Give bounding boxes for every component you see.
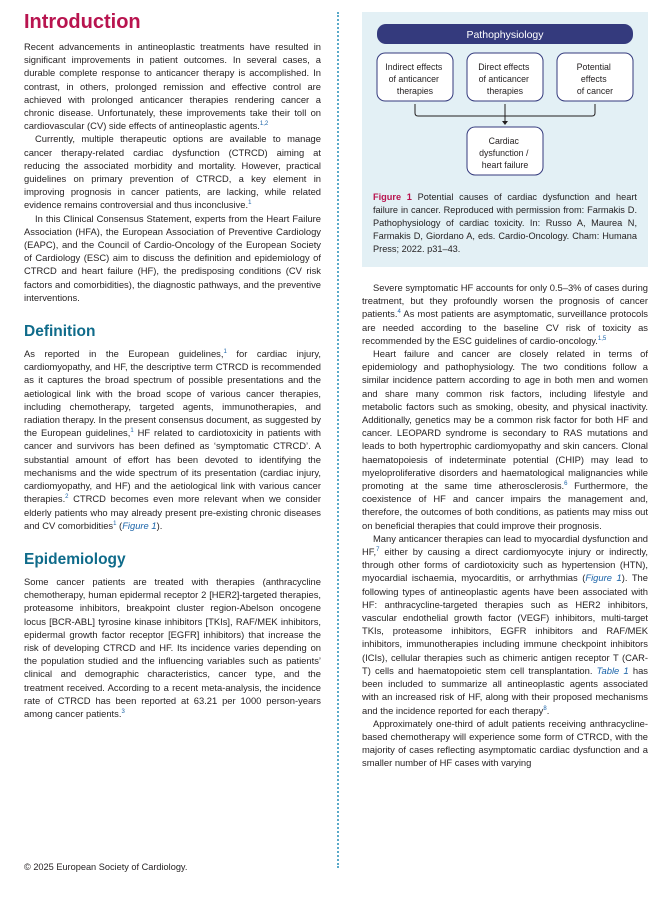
citation-link[interactable]: 1,5 [597, 335, 607, 342]
epidemiology-paragraph: Some cancer patients are treated with therapies (anthracycline chemotherapy, human epidermal receptor 2 [HER2]-targeted therapies, proteasome inhibitors, breakpoint cluster region-Abelson oncogene locus [BCR-ABL] tyrosine kinase inhibitors [TKIs], RAF/MEK inhibitors, epidermal growth factor receptor [EGFR] inhibitors) that increase the risk of developing CTRCD and HF. Its incidence varies depending on the population studied and the influencing variables such as patients’ clinical and demographic characteristics, cancer type, and the treatment received. According to a recent meta-analysis, the incidence rate of CTRCD has been reported at 63.21 per 1000 person-years among cancer patients.$^3$ [24, 575, 321, 719]
diagram-title: Pathophysiology [466, 29, 544, 41]
right-paragraph-4: Approximately one-third of adult patients receiving anthracycline-based chemotherapy will experience some form of CTRCD, with the majority of cases reflecting asymptomatic cardiac dysfunction and a smaller number of HF cases with varying [362, 717, 648, 769]
figure-caption: Figure 1 Potential causes of cardiac dysfunction and heart failure in cancer. Reproduced with permission from: Farmakis D. Pathophysiology of cardiac toxicity. In: Russo A, Maurea N, Farmakis D, Giordano A, eds. Cardio-Oncology. Cham: Humana Press; 2022. p31–43. [373, 192, 637, 254]
citation-link[interactable]: 2 [65, 494, 69, 501]
right-paragraph-1: Severe symptomatic HF accounts for only 0.5–3% of cases during treatment, but they profoundly worsen the prognosis of cancer patients.$^4$ As most patients are asymptomatic, surveillance protocols are needed according to the baseline CV risk of toxicity as recommended by the ESC guidelines of cardio-oncology.$^{1,5}$ [362, 282, 648, 346]
pathophysiology-diagram [373, 24, 637, 176]
figure-1-link[interactable]: Figure 1 [122, 519, 157, 531]
box-direct-line: Direct effects [478, 62, 530, 72]
right-column [362, 0, 648, 770]
right-paragraph-3: Many anticancer therapies can lead to myocardial dysfunction and HF,$^7$ either by causing a direct cardiomyocyte injury or indirectly, through other forms of cardiotoxicity such as hypertension (HTN), myocardial ischaemia, myocarditis, or arrhythmias (Figure 1). The following types of antineoplastic agents have been associated with HF: anthracycline-targeted therapies such as HER2 inhibitors, vascular endothelial growth factor (VEGF) inhibitors, multi-target TKIs, proteasome inhibitors, EGFR inhibitors and RAF/MEK inhibitors, immunotherapies including immune checkpoint inhibitors (ICIs), cellular therapies such as chimeric antigen receptor T (CAR-T) cells and haematopoietic stem cell transplantation. Table 1 has been included to summarize all antineoplastic agents associated with an increased risk of HF, along with their proposed mechanisms and the incidence reported for each therapy$^8$. [362, 532, 648, 716]
arrow-head-icon [502, 121, 508, 125]
box-direct-line: of anticancer [478, 74, 529, 84]
box-indirect-line: of anticancer [388, 74, 439, 84]
figure-1 [362, 12, 648, 267]
citation-link[interactable]: 6 [564, 481, 568, 488]
citation-link[interactable]: 1,2 [259, 121, 269, 128]
box-outcome-line: Cardiac [488, 136, 519, 146]
table-1-link[interactable]: Table 1 [596, 664, 629, 676]
citation-link[interactable]: 7 [376, 547, 380, 554]
intro-paragraph-1: Recent advancements in antineoplastic treatments have resulted in significant improvements in patient outcomes. In several cases, a durable complete response to anticancer therapy is accomplished. In contrast, in others, prolonged remission and effective control are achieved with prolonged anticancer therapies rendering cancer a chronic disease. Unfortunately, these improvements take their toll on cardiovascular (CV) side effects of antineoplastic agents.$^{1,2}$ [24, 41, 321, 132]
epidemiology-heading: Epidemiology [24, 550, 126, 568]
box-potential-line: of cancer [576, 86, 614, 96]
introduction-heading: Introduction [24, 11, 141, 33]
box-indirect-line: Indirect effects [385, 62, 443, 72]
citation-link[interactable]: 1 [248, 200, 252, 207]
column-divider [337, 12, 339, 868]
box-outcome-line: heart failure [481, 160, 529, 170]
citation-link[interactable]: 1 [130, 428, 134, 435]
box-outcome-line: dysfunction / [479, 148, 529, 158]
definition-heading: Definition [24, 323, 96, 341]
box-potential-line: Potential [576, 62, 611, 72]
citation-link[interactable]: 4 [397, 309, 401, 316]
citation-link[interactable]: 8 [543, 705, 547, 712]
svg-text:Potential effects [577, 62, 614, 96]
citation-link[interactable]: 1 [113, 520, 117, 527]
definition-paragraph: As reported in the European guidelines,$^1$ for cardiac injury, cardiomyopathy, and HF, the descriptive term CTRCD is recommended as it captures the broad spectrum of possible presentations and the aetiological link with the broad scope of various cancer therapies, including chemotherapy, targeted agents, immunotherapies, and radiation therapy. In the present consensus document, as suggested by the European guidelines,$^1$ HF related to cardiotoxicity in patients with cancer and survivors has been defined as ‘symptomatic CTRCD’. A substantial amount of effort has been devoted to identifying the mechanisms and the wide spectrum of its presentation (cardiac injury, cardiomyopathy, and HF) and the aetiological link with various cancer therapies.$^2$ CTRCD becomes even more relevant when we consider elderly patients who may already present pre-existing chronic diseases and CV comorbidities$^1$ (Figure 1). [24, 348, 322, 531]
box-indirect-line: therapies [396, 86, 434, 96]
box-potential-line: effects [580, 74, 607, 84]
citation-link[interactable]: 3 [121, 708, 125, 715]
box-direct-line: therapies [486, 86, 524, 96]
copyright-footer: © 2025 European Society of Cardiology. [24, 862, 188, 872]
intro-paragraph-3: In this Clinical Consensus Statement, experts from the Heart Failure Association (HFA), the European Association of Preventive Cardiology (EAPC), and the Council of Cardio-Oncology of the European Society of Cardiology (ESC) aim to discuss the definition and epidemiology of CTRCD and heart failure (HF), the predisposing conditions (CV risk factors and comorbidities), the diagnostic pathways, and the preventive interventions. [24, 212, 321, 303]
figure-1-link[interactable]: Figure 1 [585, 572, 622, 584]
right-paragraph-2: Heart failure and cancer are closely related in terms of epidemiology and pathophysiology. The two conditions follow a similar incidence pattern according to age in both men and women and share many common risk factors, including lifestyle and metabolic factors such as smoking, obesity, and physical inactivity. Additionally, genetics may be a common risk factor for both HF and cancer. LEOPARD syndrome is secondary to RAS mutations and leads to both hypertrophic cardiomyopathy and skin cancers. Clonal haematopoiesis of indeterminate potential (CHIP) may lead to myeloproliferative disorders and haematological malignancies while promoting at the same time atherosclerosis.$^6$ Furthermore, the coexistence of HF and cancer impairs the management and, therefore, the outcomes of both conditions, as patients may miss out on beneficial therapies that could improve their prognosis. [362, 348, 648, 531]
citation-link[interactable]: 1 [223, 349, 227, 356]
intro-paragraph-2: Currently, multiple therapeutic options are available to manage cancer therapy-related cardiac dysfunction (CTRCD) aiming at reducing the associated morbidity and mortality. However, practical guidelines on primary prevention of CTRCD, a key element in improving prognosis in cancer patients, are lacking, while related evidence remains controversial and thus inconclusive.$^1$ [24, 133, 321, 211]
left-column [24, 0, 321, 720]
right-body [362, 281, 648, 770]
